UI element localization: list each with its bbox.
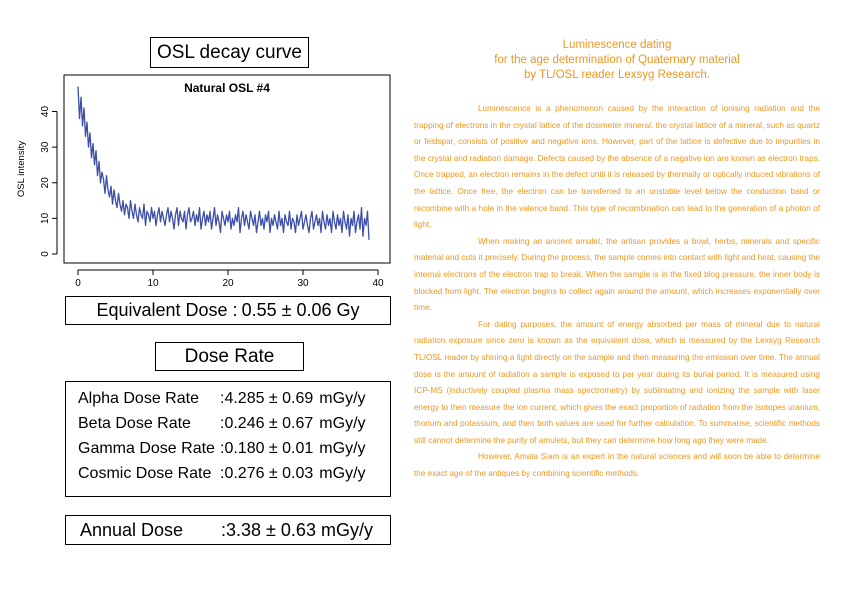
dose-rate-row [78,415,366,433]
osl-series-line [78,87,369,240]
x-tick-label: 30 [297,278,309,289]
axes [40,106,384,289]
article-paragraph: For dating purposes, the amount of energy absorbed per mass of mineral due to natural radiation exposure since zero is known as the equivalent dose, which is measured by the Lexsyg Research TL/OSL reader by shining a light directly on the sample and then measuring the emission over time. The annual dose is the amount of radiation a sample is exposed to per year during its burial period. It is measured using ICP-MS (inductively coupled plasma mass spectrometry) by sublimating and ionizing the sample with laser energy to then measure the ion current, which gives the exact proportion of radiation from the isotopes uranium, thorium and potassium, and then both values are used for further calculation. To summarise, scientific methods still cannot determine the purity of amulets, but they can determine how long ago they were made. [414,319,820,445]
article [414,38,820,483]
plot-frame [64,75,390,263]
osl-section-title [150,37,309,68]
osl-decay-chart [0,70,410,290]
article-heading-line: Luminescence dating [562,39,672,51]
article-paragraph: Luminescence is a phenomenon caused by the interaction of ionising radiation and the trapping of electrons in the crystal lattice of the dosimeter mineral. the crystal lattice of a mineral, such as quartz or feldspar, consists of positive and negative ions. However, part of the lattice is defective due to impurities in the crystal and radiation damage. Defects caused by the absence of a negative ion are known as electron traps. Once trapped, an electron remains in the defect until it is released by thermally or optically induced vibrations of the lattice. Once free, the electron can be transferred to an unstable level below the conduction band or recombine with a hole in the valence band. This type of recombination can lead to the generation of a photon of light. [414,104,820,230]
equivalent-dose-label: Equivalent Dose : [96,300,238,320]
chart-title: Natural OSL #4 [184,81,270,95]
x-tick-label: 0 [75,278,81,289]
x-tick-label: 20 [222,278,234,289]
y-tick-label: 40 [40,105,51,118]
x-tick-label: 40 [372,278,384,289]
dose-rate-value: :0.180 ± 0.01 [220,440,314,457]
equivalent-dose-value: 0.55 ± 0.06 Gy [241,300,360,320]
annual-dose-label: Annual Dose [80,520,184,540]
dose-rate-unit: mGy/y [319,440,366,457]
dose-rate-title [155,342,304,371]
dose-rate-unit: mGy/y [319,415,366,432]
y-tick-label: 10 [40,212,51,224]
dose-rate-value: :0.276 ± 0.03 [220,465,314,482]
dose-rate-label: Gamma Dose Rate [78,440,215,457]
dose-rate-label: Cosmic Dose Rate [78,465,212,482]
annual-dose-box [65,515,391,545]
dose-rate-row [78,465,366,483]
dose-rate-value: :0.246 ± 0.67 [220,415,314,432]
osl-section-title-text: OSL decay curve [156,41,303,63]
article-paragraph: However, Amata Siam is an expert in the natural sciences and will soon be able to determine the exact age of the antiques by combining scientific methods. [414,452,820,479]
article-paragraph: When making an ancient amulet, the artisan provides a bowl, herbs, minerals and specific material and cuts it precisely. During the process, the sample comes into contact with light and heat, causing the internal electrons of the electron trap to break. When the sample is in the fixed blog pressure, the inner body is blocked from light. The electron begins to collect again around the amount, which increases exponentially over time. [414,236,820,313]
dose-rate-label: Beta Dose Rate [78,415,191,432]
y-tick-label: 0 [40,251,51,257]
dose-rate-value: :4.285 ± 0.69 [220,390,314,407]
dose-rate-unit: mGy/y [319,465,366,482]
dose-rate-label: Alpha Dose Rate [78,390,199,407]
annual-dose-value: :3.38 ± 0.63 mGy/y [221,520,373,540]
article-heading [414,38,820,83]
article-heading-line: for the age determination of Quaternary material [494,54,740,66]
y-tick-label: 20 [40,177,51,189]
article-heading-line: by TL/OSL reader Lexsyg Research. [523,69,710,81]
x-tick-label: 10 [147,278,159,289]
equivalent-dose-box [65,296,391,325]
y-tick-label: 30 [40,141,51,153]
dose-rate-row [78,440,366,458]
y-axis-label: OSL intensity [16,140,27,198]
dose-rate-unit: mGy/y [319,390,366,407]
dose-rate-row [78,390,366,408]
dose-rate-table [65,381,391,497]
dose-rate-title-text: Dose Rate [184,345,275,367]
